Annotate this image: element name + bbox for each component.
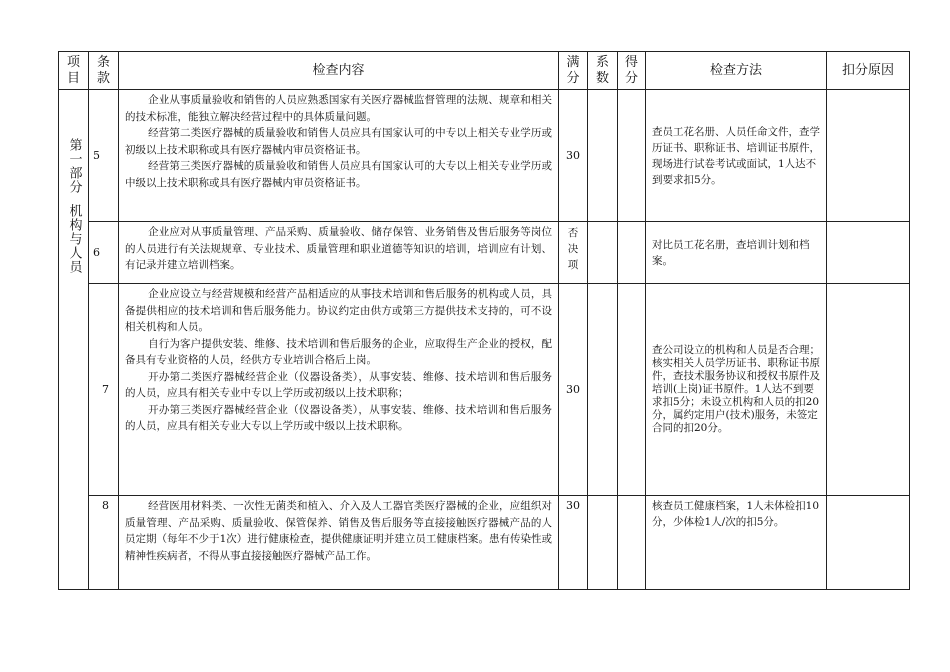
full-score-cell: 30: [559, 496, 588, 590]
section-cell: [59, 90, 89, 590]
score-cell: [618, 90, 646, 222]
content-cell: [119, 496, 559, 590]
header-deduct-reason: 扣分原因: [827, 52, 910, 90]
header-score: 得分: [618, 52, 646, 90]
content-paragraph: 开办第三类医疗器械经营企业（仪器设备类），从事安装、维修、技术培训和售后服务的人员，应具有相关专业大专以上学历或中级以上技术职称。: [125, 403, 552, 432]
content-paragraph: 企业应设立与经营规模和经营产品相适应的从事技术培训和售后服务的机构或人员，具备提供相应的技术培训和售后服务能力。协议约定由供方或第三方提供技术支持的，可不设相关机构和人员。: [125, 288, 552, 333]
method-cell: 查公司设立的机构和人员是否合理；核实相关人员学历证书、职称证书原件，查技术服务协议和授权书原件及培训(上岗)证书原件。1人达不到要求扣5分；未设立机构和人员的扣20分，属约定用户(技术)服务，未签定合同的扣20分。: [646, 284, 827, 496]
content-paragraph: 经营第二类医疗器械的质量验收和销售人员应具有国家认可的中专以上相关专业学历或初级以上技术职称或具有医疗器械内审员资格证书。: [125, 127, 552, 156]
score-cell: [618, 284, 646, 496]
header-coefficient: 系数: [588, 52, 618, 90]
full-score-cell: 30: [559, 90, 588, 222]
clause-number: 8: [89, 496, 119, 590]
content-paragraph: 自行为客户提供安装、维修、技术培训和售后服务的企业，应取得生产企业的授权，配备具有专业资格的人员，经供方专业培训合格后上岗。: [125, 337, 552, 366]
content-paragraph: 经营第三类医疗器械的质量验收和销售人员应具有国家认可的大专以上相关专业学历或中级以上技术职称或具有医疗器械内审员资格证书。: [125, 160, 552, 189]
table-row-clause-8: [59, 496, 910, 590]
header-item: 项目: [59, 52, 89, 90]
full-score-cell: [559, 222, 588, 284]
method-cell: 对比员工花名册，查培训计划和档案。: [646, 222, 827, 284]
coefficient-cell: [588, 496, 618, 590]
header-content: 检查内容: [119, 52, 559, 90]
score-cell: [618, 222, 646, 284]
content-cell: [119, 90, 559, 222]
deduct-reason-cell: [827, 90, 910, 222]
header-row: [59, 52, 910, 90]
inspection-table: [58, 51, 910, 590]
method-cell: 查员工花名册、人员任命文件，查学历证书、职称证书、培训证书原件，现场进行试卷考试或面试，1人达不到要求扣5分。: [646, 90, 827, 222]
content-cell: [119, 222, 559, 284]
clause-number: 6: [89, 222, 119, 284]
method-cell: 核查员工健康档案，1人未体检扣10分，少体检1人/次的扣5分。: [646, 496, 827, 590]
content-paragraph: 开办第二类医疗器械经营企业（仪器设备类），从事安装、维修、技术培训和售后服务的人员，应具有相关专业中专以上学历或初级以上技术职称；: [125, 370, 552, 399]
table-row-clause-5: [59, 90, 910, 222]
coefficient-cell: [588, 90, 618, 222]
content-cell: [119, 284, 559, 496]
coefficient-cell: [588, 284, 618, 496]
full-score-cell: 30: [559, 284, 588, 496]
content-paragraph: 经营医用材料类、一次性无菌类和植入、介入及人工器官类医疗器械的企业，应组织对质量管理、产品采购、质量验收、保管保养、销售及售后服务等直接接触医疗器械产品的人员定期（每年不少于1次）进行健康检查，提供健康证明并建立员工健康档案。患有传染性或精神性疾病者，不得从事直接接触医疗器械产品工作。: [125, 500, 552, 562]
table-row-clause-6: [59, 222, 910, 284]
deduct-reason-cell: [827, 284, 910, 496]
section-part: 第一部分: [66, 138, 82, 194]
content-paragraph: 企业从事质量验收和销售的人员应熟悉国家有关医疗器械监督管理的法规、规章和相关的技术标准，能独立解决经营过程中的具体质量问题。: [125, 94, 552, 123]
clause-number: 7: [89, 284, 119, 496]
header-method: 检查方法: [646, 52, 827, 90]
header-clause: 条款: [89, 52, 119, 90]
score-cell: [618, 496, 646, 590]
deduct-reason-cell: [827, 222, 910, 284]
coefficient-cell: [588, 222, 618, 284]
table-row-clause-7: [59, 284, 910, 496]
header-full-score: 满分: [559, 52, 588, 90]
section-name: 机构与人员: [66, 204, 82, 274]
content-paragraph: 企业应对从事质量管理、产品采购、质量验收、储存保管、业务销售及售后服务等岗位的人员进行有关法规规章、专业技术、质量管理和职业道德等知识的培训，培训应有计划、有记录并建立培训档案。: [125, 226, 552, 271]
veto-label: 否决项: [567, 227, 579, 271]
clause-number: 5: [89, 90, 119, 222]
deduct-reason-cell: [827, 496, 910, 590]
